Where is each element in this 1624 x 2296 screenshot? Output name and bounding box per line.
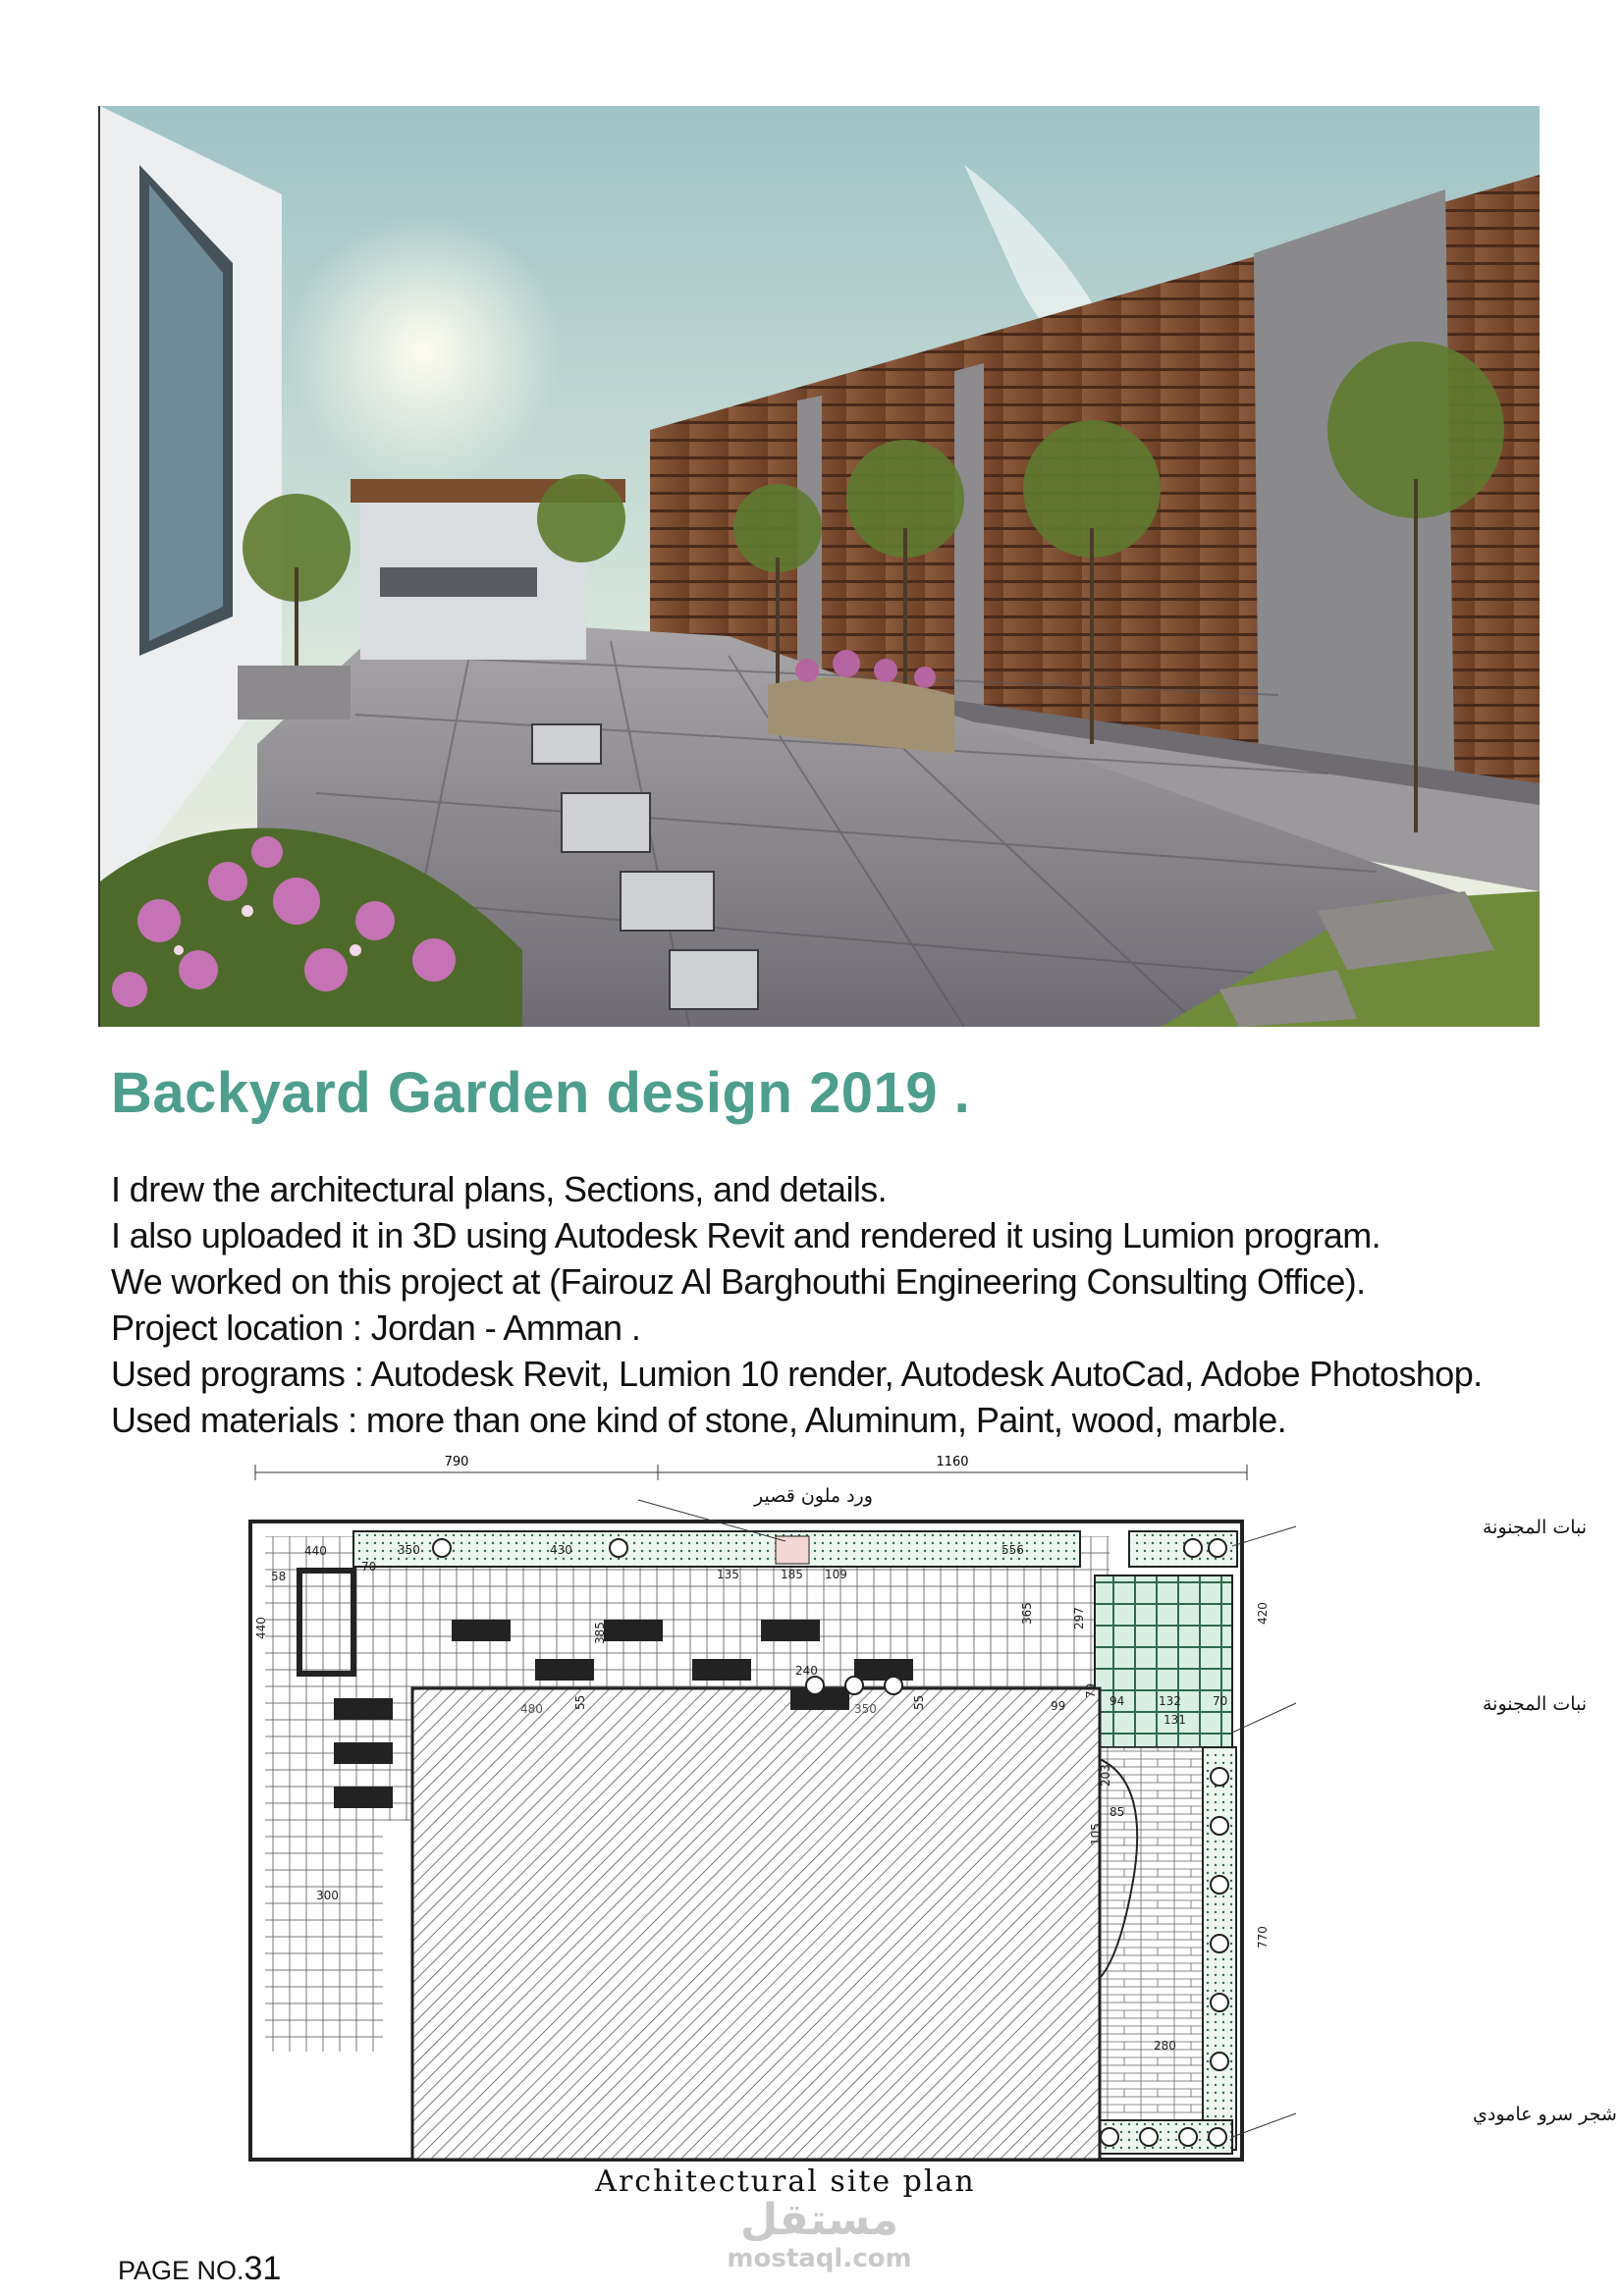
dimension-label: 300 bbox=[316, 1889, 339, 1902]
description-line: Used programs : Autodesk Revit, Lumion 10 render, Autodesk AutoCad, Adobe Photoshop. bbox=[111, 1354, 1483, 1394]
dimension-label: 480 bbox=[520, 1702, 543, 1716]
dimension-label: 109 bbox=[825, 1568, 847, 1581]
site-plan-drawing bbox=[206, 1453, 1617, 2199]
dimension-label: 135 bbox=[717, 1568, 739, 1581]
page-number-label: PAGE NO. bbox=[118, 2256, 244, 2285]
label-plant-mid: نبات المجنونة bbox=[1483, 1693, 1588, 1715]
page-number bbox=[118, 2250, 281, 2288]
dimension-label: 440 bbox=[254, 1617, 268, 1639]
dimension-label: 55 bbox=[573, 1694, 587, 1710]
dimension-label: 203 bbox=[1099, 1764, 1112, 1787]
watermark-url: mostaql.com bbox=[727, 2244, 912, 2273]
dimension-label: 132 bbox=[1159, 1694, 1181, 1708]
dimension-label: 350 bbox=[854, 1702, 877, 1716]
dimension-label: 385 bbox=[593, 1622, 607, 1644]
dimension-label: 420 bbox=[1256, 1602, 1270, 1625]
dimension-label: 58 bbox=[271, 1570, 287, 1583]
dimension-label: 770 bbox=[1256, 1926, 1270, 1949]
dimension-label: 70 bbox=[1213, 1694, 1228, 1708]
label-cypress: شجر سرو عامودي bbox=[1473, 2104, 1617, 2125]
description-line: I also uploaded it in 3D using Autodesk Revit and rendered it using Lumion program. bbox=[111, 1215, 1381, 1255]
dimension-label: 1160 bbox=[936, 1455, 969, 1469]
label-plant-top: نبات المجنونة bbox=[1483, 1517, 1588, 1538]
description-line: I drew the architectural plans, Sections, and details. bbox=[111, 1169, 888, 1209]
page-number-value: 31 bbox=[244, 2250, 282, 2287]
garden-render-image bbox=[98, 106, 1540, 1027]
dimension-label: 297 bbox=[1072, 1607, 1086, 1629]
dimension-label: 55 bbox=[912, 1694, 926, 1710]
dimension-label: 365 bbox=[1020, 1602, 1034, 1625]
dimension-label: 99 bbox=[1051, 1699, 1066, 1713]
dimension-label: 105 bbox=[1089, 1823, 1103, 1845]
site-plan-caption: Architectural site plan bbox=[595, 2164, 976, 2199]
dimension-label: 79 bbox=[1084, 1682, 1098, 1698]
dimension-label: 430 bbox=[550, 1543, 572, 1557]
dimension-label: 350 bbox=[398, 1543, 420, 1557]
dimension-label: 131 bbox=[1164, 1713, 1186, 1727]
watermark-logo: مستقل bbox=[740, 2195, 898, 2245]
label-roses: ورد ملون قصير bbox=[754, 1485, 873, 1507]
page-title: Backyard Garden design 2019 . bbox=[111, 1061, 971, 1125]
dimension-label: 440 bbox=[304, 1544, 327, 1558]
dimension-label: 790 bbox=[444, 1455, 469, 1469]
dimension-label: 185 bbox=[781, 1568, 803, 1581]
watermark bbox=[714, 2197, 925, 2273]
dimension-label: 280 bbox=[1154, 2039, 1176, 2053]
description-line: We worked on this project at (Fairouz Al Barghouthi Engineering Consulting Office). bbox=[111, 1261, 1366, 1302]
dimension-label: 240 bbox=[795, 1664, 818, 1678]
project-description bbox=[111, 1166, 1564, 1443]
description-line: Project location : Jordan - Amman . bbox=[111, 1308, 641, 1348]
dimension-label: 556 bbox=[1001, 1543, 1024, 1557]
dimension-label: 85 bbox=[1110, 1805, 1125, 1819]
dimension-label: 94 bbox=[1110, 1694, 1125, 1708]
dimension-label: 70 bbox=[361, 1560, 377, 1574]
description-line: Used materials : more than one kind of stone, Aluminum, Paint, wood, marble. bbox=[111, 1400, 1287, 1440]
